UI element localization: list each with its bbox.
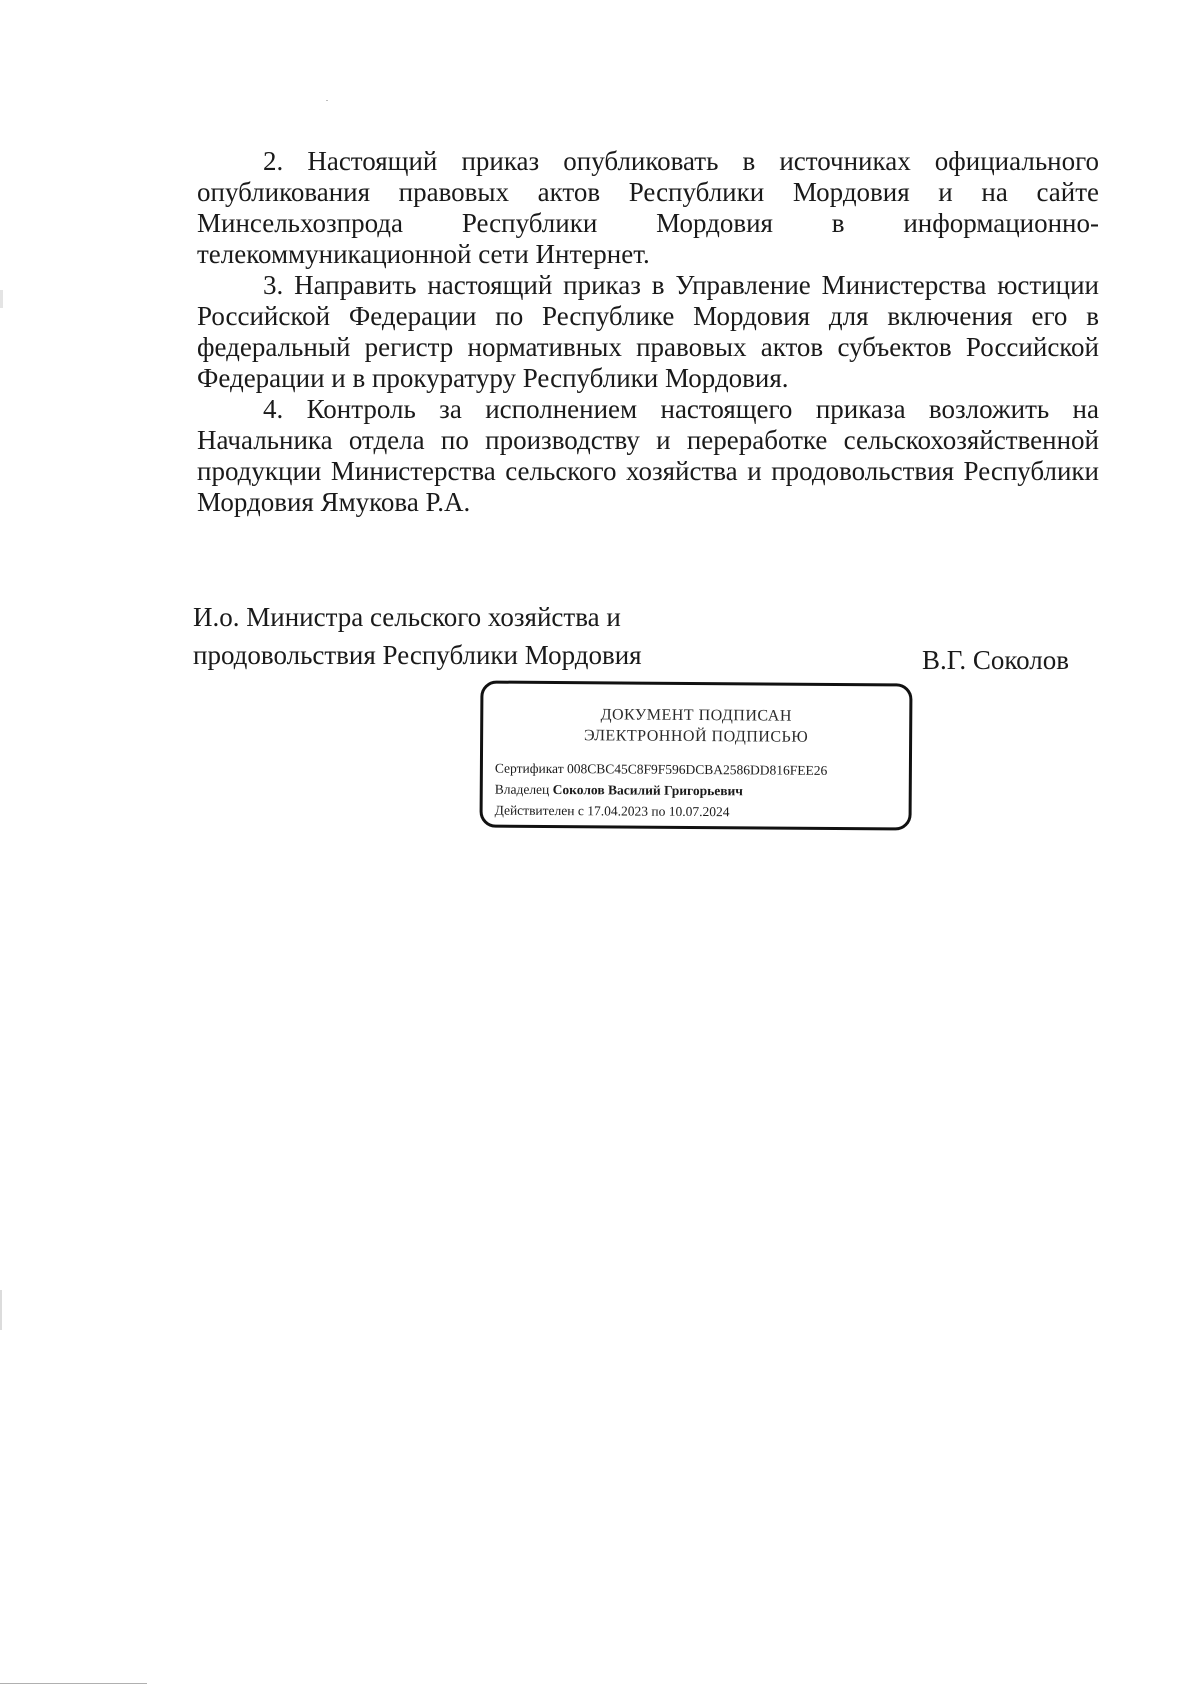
signatory-position-line: И.о. Министра сельского хозяйства и (193, 602, 621, 632)
signatory-position (193, 598, 642, 674)
signatory-position-line: продовольствия Республики Мордовия (193, 640, 642, 670)
scan-artifact (0, 290, 3, 308)
validity-label: Действителен (494, 802, 575, 819)
scan-artifact (0, 1290, 2, 1330)
stamp-owner (495, 780, 743, 802)
owner-value: Соколов Василий Григорьевич (552, 782, 743, 799)
certificate-value: 008CBC45C8F9F596DCBA2586DD816FEE26 (566, 761, 828, 778)
validity-to-date: 10.07.2024 (668, 803, 730, 820)
stamp-subtitle: ЭЛЕКТРОННОЙ ПОДПИСЬЮ (583, 727, 809, 746)
validity-from-label: с (577, 803, 584, 819)
validity-to-label: по (651, 803, 666, 819)
stamp-title: ДОКУМЕНТ ПОДПИСАН (600, 706, 792, 725)
certificate-label: Сертификат (494, 760, 564, 777)
scan-artifact (326, 100, 328, 101)
paragraph-control: 4. Контроль за исполнением настоящего приказа возложить на Начальника отдела по производству и переработке сельскохозяйственной продукции Министерства сельского хозяйства и продовольствия Республики Мордовия Ямукова Р.А. (197, 394, 1099, 517)
paragraph-registry: 3. Направить настоящий приказ в Управление Министерства юстиции Российской Федерации по Республике Мордовия для включения его в федеральный регистр нормативных правовых актов субъектов Российской Федерации и в прокуратуру Республики Мордовия. (197, 270, 1099, 393)
order-body (197, 146, 1099, 518)
stamp-certificate (495, 759, 828, 781)
signatory-name: В.Г. Соколов (922, 645, 1069, 675)
validity-from-date: 17.04.2023 (587, 803, 649, 819)
stamp-validity (495, 801, 730, 823)
paragraph-publication: 2. Настоящий приказ опубликовать в источниках официального опубликования правовых актов Республики Мордовия и на сайте Минсельхозпрода Республики Мордовия в информационно-телекоммуникационной сети Интернет. (197, 146, 1099, 269)
electronic-signature-stamp (479, 680, 912, 830)
owner-label: Владелец (494, 781, 550, 797)
scan-artifact (0, 1683, 147, 1684)
